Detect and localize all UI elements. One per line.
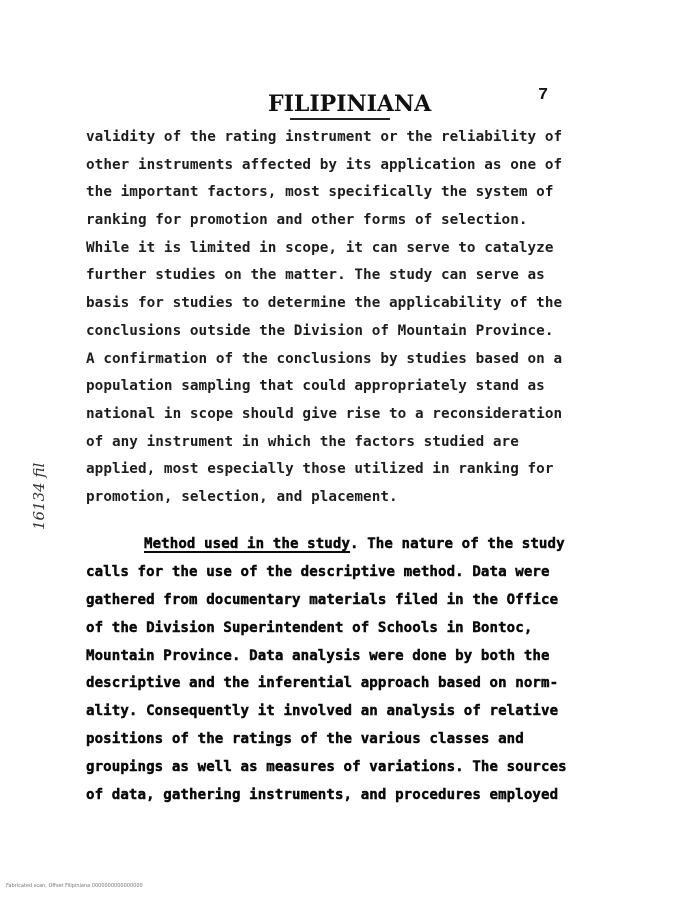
text-line: While it is limited in scope, it can serve to catalyze [86,239,554,256]
text-line: the important factors, most specifically the system of [86,184,554,201]
text-line: applied, most especially those utilized in ranking for [86,461,554,478]
text-line: descriptive and the inferential approach based on norm- [86,675,559,692]
text-line: ality. Consequently it involved an analysis of relative [86,703,559,720]
text-line: A confirmation of the conclusions by studies based on a [86,350,563,367]
text-line: national in scope should give rise to a reconsideration [86,405,563,422]
filipiniana-stamp: FILIPINIANA [268,91,432,117]
page-number: 7 [538,86,549,105]
paragraph-1 [86,124,576,512]
stamp-underline [290,118,390,120]
text-line: groupings as well as measures of variations. The sources [86,759,567,776]
text-line: further studies on the matter. The study can serve as [86,267,545,284]
text-line: positions of the ratings of the various classes and [86,731,524,748]
text-line: validity of the rating instrument or the reliability of [86,129,563,145]
text-line: gathered from documentary materials filed in the Office [86,591,559,608]
text-line: other instruments affected by its application as one of [86,156,563,173]
text-line: ranking for promotion and other forms of selection. [86,212,528,229]
heading-line-rest: . The nature of the study [350,536,565,552]
text-line: of any instrument in which the factors studied are [86,433,519,450]
text-line: basis for studies to determine the applicability of the [86,295,563,312]
section-heading: Method used in the study [144,536,351,552]
paragraph-2 [86,531,586,810]
section-heading-line [86,531,586,559]
text-line: promotion, selection, and placement. [86,488,398,505]
text-line: calls for the use of the descriptive method. Data were [86,563,550,580]
text-line: conclusions outside the Division of Mountain Province. [86,322,554,339]
text-line: of the Division Superintendent of Schools in Bontoc, [86,619,533,636]
handwritten-margin-note: 16134 fil [30,462,48,530]
text-line: population sampling that could appropriately stand as [86,378,545,395]
text-line: of data, gathering instruments, and procedures employed [86,787,559,804]
text-line: Mountain Province. Data analysis were done by both the [86,647,550,664]
scan-footer: Fabricated scan, Offset Filipiniana 0000000000000000 [6,883,143,889]
